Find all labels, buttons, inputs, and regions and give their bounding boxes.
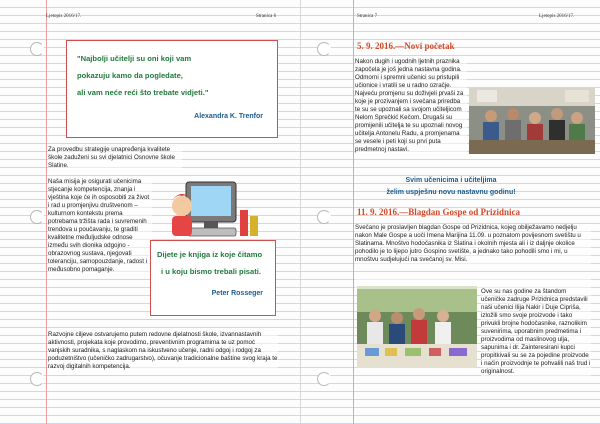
classroom-photo <box>469 88 595 154</box>
child-computer-illustration <box>166 170 262 244</box>
quote-line: pokazuju kamo da pogledate, <box>77 71 183 80</box>
section-text-new-beginning: Nakon dugih i ugodnih ljetnih praznika započela je još jedna nastavna godina. Odmorni i spremni učenici su pristupili učionice i vratili se u radno ozračje. Najveću promjenu su doživjeli prvaši za koje je prozivanjem i svečana priredba te su se upoznali sa svojom učiteljicom Nelom Sprečkić Kečom. Drugaši su promijenili učitelja te su upoznali novog učitelja Antonelu Radu, a promjenama se vesele i peti koji su prvi puta predmetnoj nastavi. <box>355 58 467 154</box>
banner-line: Svim učenicima i učiteljima <box>405 177 497 184</box>
paragraph-goals: Razvojne ciljeve ostvarujemo putem redovne djelatnosti škole, izvannastavnih aktivnosti, projekata koje provodimo, preventivnim programima te uz pomoć vanjskih suradnika, s naglaskom na iskustveno učenje, radni odgoj i rodgoj za poduzetništvo (učeničko zadrugarstvo), očuvanje tradicionalne baštine svog kraja te razvoj digitalnih kompetencija. <box>48 331 278 370</box>
page-header-right: Ljetopis 2016/17. <box>539 14 575 19</box>
binder-hole <box>317 210 331 224</box>
quote-author: Alexandra K. Trenfor <box>194 113 263 120</box>
quote-author: Peter Rosseger <box>211 290 263 297</box>
quote-box-rosseger <box>150 240 276 316</box>
page-number: Stranica 6 <box>256 14 277 19</box>
section-title-feast: 11. 9. 2016.—Blagdan Gospe od Prizidnica <box>357 207 521 217</box>
page-number: Stranica 7 <box>357 14 378 19</box>
binder-hole <box>30 42 44 56</box>
margin-line <box>46 0 47 424</box>
quote-line: Dijete je knjiga iz koje čitamo <box>157 250 263 259</box>
binder-hole <box>30 210 44 224</box>
page-header-left: Ljetopis 2016/17. <box>46 14 82 19</box>
right-page <box>300 0 600 424</box>
section-text-feast: Svečano je proslavljen blagdan Gospe od Prizidnica, kojeg obilježavamo nedjelju nakon Male Gospe a uoči Imena Marijina 11.09. u poznatom povijesnom svetištu u Slatinama. Mnoštvo hodočasnika iz Slatina i okolnih mjesta ali i iz daljnje okolice pohodilo je to lijepo jutro Gospino svetište, a jednako tako pohodili smo i mi, u mnoštvu sudjelujući na svečanoj sv. Misi. <box>355 224 591 264</box>
banner-line: želim uspješnu novu nastavnu godinu! <box>386 189 516 196</box>
binder-hole <box>317 372 331 386</box>
quote-line: i u koju bismo trebali pisati. <box>161 267 262 276</box>
section-text-stand: Ove su nas godine za štandom učeničke zadruge Prizidnica predstavili naši učenici Ilija Nakir i Duje Cipriša, izložili smo svoje proizvode i tako privukli brojne hodočasnike, raznolikim suvenirima, uporabnim predmetima i proizvodima od maslinovog ulja, sapunima i dr. Zainteresirani kupci propitkivali su se za pojedine proizvode i način proizvodnje te pohvalili naš trud i originalnost. <box>481 288 591 375</box>
paragraph-mission: Naša misija je osigurati učenicima stjecanje kompetencija, znanja i vještina koje će ih osposobiti za život i rad u promjenjivu društvenom – kulturnom kontekstu prema potrebama tržišta rada i suvremenih trendova u poučavanju, te graditi kvalitetne međuljudske odnose između svih dionika odgojno - obrazovnog sustava, njegovati toleranciju, samopouzdanje, radost i međusobno pomaganje. <box>48 178 152 274</box>
margin-line <box>353 0 354 424</box>
quote-line: "Najbolji učitelji su oni koji vam <box>77 54 192 63</box>
quote-box-trenfor <box>66 40 278 138</box>
binder-hole <box>30 372 44 386</box>
section-title-new-beginning: 5. 9. 2016.—Novi početak <box>357 41 455 51</box>
quote-line: ali vam neće reći što trebate vidjeti." <box>77 88 209 97</box>
stand-photo <box>357 286 477 368</box>
binder-hole <box>317 42 331 56</box>
paragraph-intro: Za provedbu strategije unapređenja kvalitete škole zaduženi su svi djelatnici Osnovne škole Slatine. <box>48 146 182 170</box>
